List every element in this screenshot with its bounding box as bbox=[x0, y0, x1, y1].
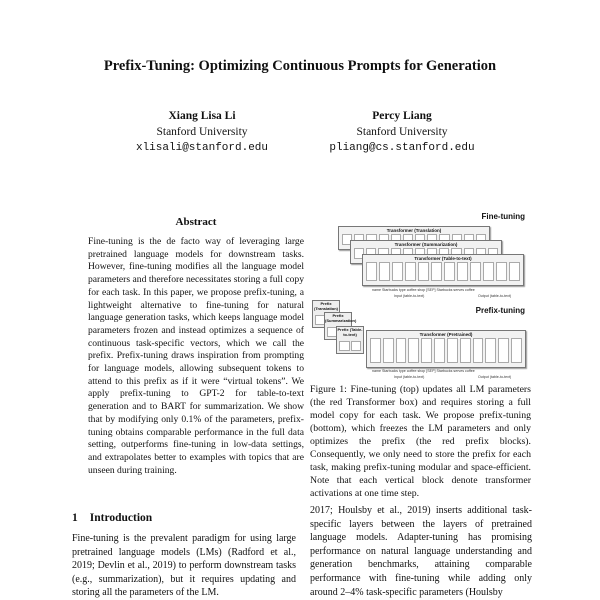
prefix-tuning-label: Prefix-tuning bbox=[475, 306, 525, 315]
transformer-box-summarization: Transformer (Summarization) bbox=[350, 240, 502, 264]
input-tokens-top: name Starbucks type coffee shop [SEP] Starbucks serves coffee bbox=[372, 288, 475, 292]
intro-body bbox=[72, 532, 296, 600]
intro-text: Fine-tuning is the prevalent paradigm for using large pretrained language models (LMs) (Radford et al., 2019; Devlin et al., 2019) to perform downstream tasks (e.g., summarization), but it requires updating and storing all the parameters of the LM. bbox=[72, 533, 296, 599]
prefix-box-summarization: Prefix (Summarization) bbox=[324, 312, 352, 340]
abstract-heading: Abstract bbox=[175, 216, 217, 228]
prefix-box-translation: Prefix (Translation) bbox=[312, 300, 340, 328]
author-name: Percy Liang bbox=[372, 110, 432, 122]
paper-title: Prefix-Tuning: Optimizing Continuous Prompts for Generation bbox=[103, 58, 497, 74]
figure-1 bbox=[310, 212, 531, 380]
author-email: xlisali@stanford.edu bbox=[135, 142, 269, 154]
right-column-text: 2017; Houlsby et al., 2019) inserts additional task-specific layers between the layers of pretrained language models. Adapter-tuning has promising performance on natural language understanding and generation benchmarks, attaining comparable performance with fine-tuning while adding only around 2–4% task-specific parameters (Houlsby bbox=[310, 505, 532, 598]
section-title: Introduction bbox=[89, 512, 153, 524]
prefix-box-table-to-text: Prefix (Table-to-text) bbox=[336, 326, 364, 354]
input-tokens-bottom: name Starbucks type coffee shop [SEP] Starbucks serves coffee bbox=[372, 369, 475, 373]
author-email: pliang@cs.stanford.edu bbox=[329, 142, 475, 154]
section-number: 1 bbox=[72, 512, 78, 524]
author-1 bbox=[112, 108, 292, 156]
author-affiliation: Stanford University bbox=[356, 126, 448, 138]
output-caption-top: Output (table-to-text) bbox=[478, 294, 512, 298]
right-column-body bbox=[310, 504, 532, 599]
input-caption-bottom: Input (table-to-text) bbox=[394, 375, 425, 379]
figure-caption: Figure 1: Fine-tuning (top) updates all LM parameters (the red Transformer box) and requires storing a full model copy for each task. We propose prefix-tuning (bottom), which freezes the LM parameters and only optimizes the prefix (the red prefix blocks). Consequently, we only need to store the prefix for each task, making prefix-tuning modular and space-efficient. Note that each vertical block denote transformer activations at one time step. bbox=[310, 384, 531, 499]
section-heading bbox=[72, 512, 164, 524]
author-2 bbox=[312, 108, 492, 156]
author-name: Xiang Lisa Li bbox=[168, 110, 236, 122]
input-caption-top: Input (table-to-text) bbox=[394, 294, 425, 298]
fine-tuning-label: Fine-tuning bbox=[481, 212, 525, 221]
abstract-text: Fine-tuning is the de facto way of leveraging large pretrained language models for downstream tasks. However, fine-tuning modifies all the language model parameters and therefore necessitates storing a full copy for each task. In this paper, we propose prefix-tuning, a lightweight alternative to fine-tuning for natural language generation tasks, which keeps language model parameters frozen and instead optimizes a sequence of continuous task-specific vectors, which we call the prefix. Prefix-tuning draws inspiration from prompting for language models, allowing subsequent tokens to attend to this prefix as if it were “virtual tokens”. We apply prefix-tuning to GPT-2 for table-to-text generation and to BART for summarization. We show that by modifying only 0.1% of the parameters, prefix-tuning obtains comparable performance in the full data setting, outperforms fine-tuning in low-data settings, and extrapolates better to examples with topics that are unseen during training. bbox=[88, 236, 304, 476]
transformer-box-pretrained: Transformer (Pretrained) bbox=[366, 330, 526, 368]
output-caption-bottom: Output (table-to-text) bbox=[478, 375, 512, 379]
transformer-box-translation: Transformer (Translation) bbox=[338, 226, 490, 250]
transformer-box-table-to-text: Transformer (Table-to-text) bbox=[362, 254, 524, 286]
abstract-body bbox=[88, 236, 304, 477]
author-affiliation: Stanford University bbox=[156, 126, 248, 138]
